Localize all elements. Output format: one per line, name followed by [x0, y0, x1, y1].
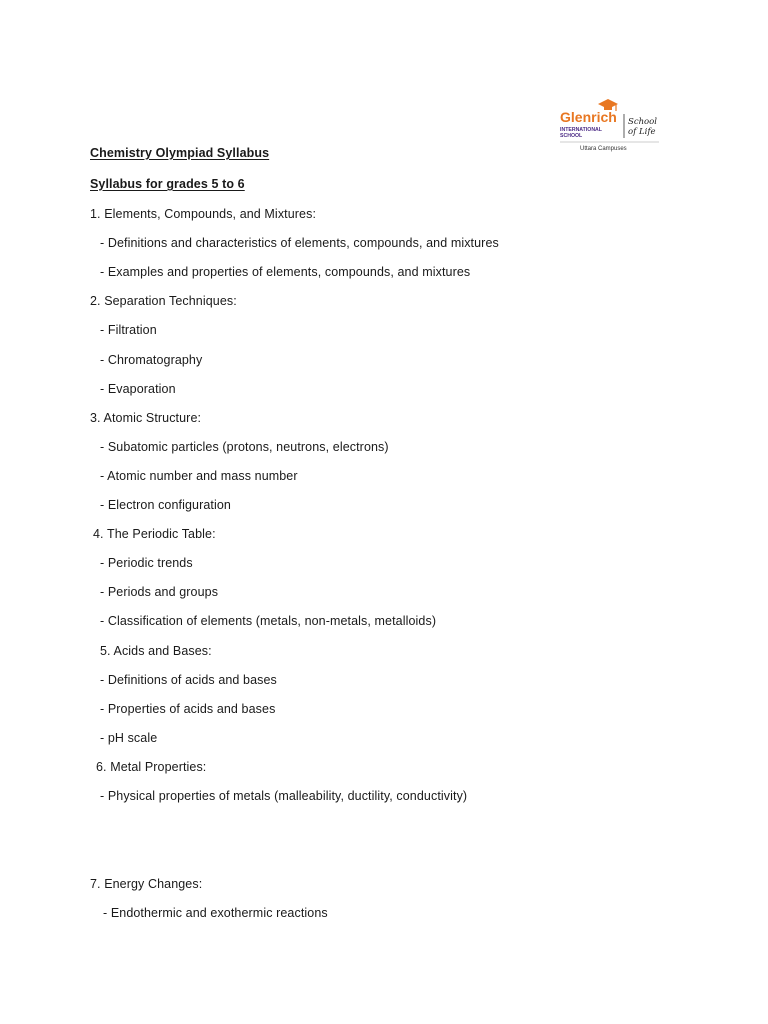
- list-item: - Classification of elements (metals, non-metals, metalloids): [100, 614, 437, 628]
- list-item: - Examples and properties of elements, compounds, and mixtures: [100, 265, 471, 279]
- list-item: - Physical properties of metals (malleability, ductility, conductivity): [100, 789, 468, 803]
- list-item: - Endothermic and exothermic reactions: [103, 906, 328, 920]
- list-item: - Atomic number and mass number: [100, 469, 298, 483]
- list-item: - Definitions and characteristics of elements, compounds, and mixtures: [100, 236, 499, 250]
- list-item: - pH scale: [100, 731, 158, 745]
- section-heading: 1. Elements, Compounds, and Mixtures:: [90, 207, 317, 221]
- section-heading: 4. The Periodic Table:: [93, 527, 216, 541]
- logo-tagline-line2: of Life: [628, 127, 656, 137]
- list-item: - Electron configuration: [100, 498, 231, 512]
- list-item: - Periods and groups: [100, 585, 219, 599]
- list-item: - Filtration: [100, 323, 157, 337]
- logo-brand-text: Glenrich: [560, 109, 617, 125]
- list-item: - Subatomic particles (protons, neutrons, electrons): [100, 440, 389, 454]
- section-heading: 6. Metal Properties:: [96, 760, 207, 774]
- school-logo: [558, 96, 662, 156]
- section-heading: 5. Acids and Bases:: [100, 644, 212, 658]
- list-item: - Periodic trends: [100, 556, 193, 570]
- section-heading: 3. Atomic Structure:: [90, 411, 202, 425]
- logo-campus-text: Uttara Campuses: [580, 146, 627, 152]
- list-item: - Evaporation: [100, 382, 176, 396]
- section-heading: 7. Energy Changes:: [90, 877, 203, 891]
- logo-school-line1: INTERNATIONAL: [560, 127, 602, 133]
- list-item: - Definitions of acids and bases: [100, 673, 277, 687]
- section-heading: 2. Separation Techniques:: [90, 294, 237, 308]
- list-item: - Chromatography: [100, 353, 203, 367]
- document-subtitle: Syllabus for grades 5 to 6: [90, 177, 245, 191]
- document-title: Chemistry Olympiad Syllabus: [90, 146, 270, 160]
- list-item: - Properties of acids and bases: [100, 702, 276, 716]
- logo-tagline-line1: School: [628, 117, 658, 127]
- logo-school-line2: SCHOOL: [560, 133, 583, 139]
